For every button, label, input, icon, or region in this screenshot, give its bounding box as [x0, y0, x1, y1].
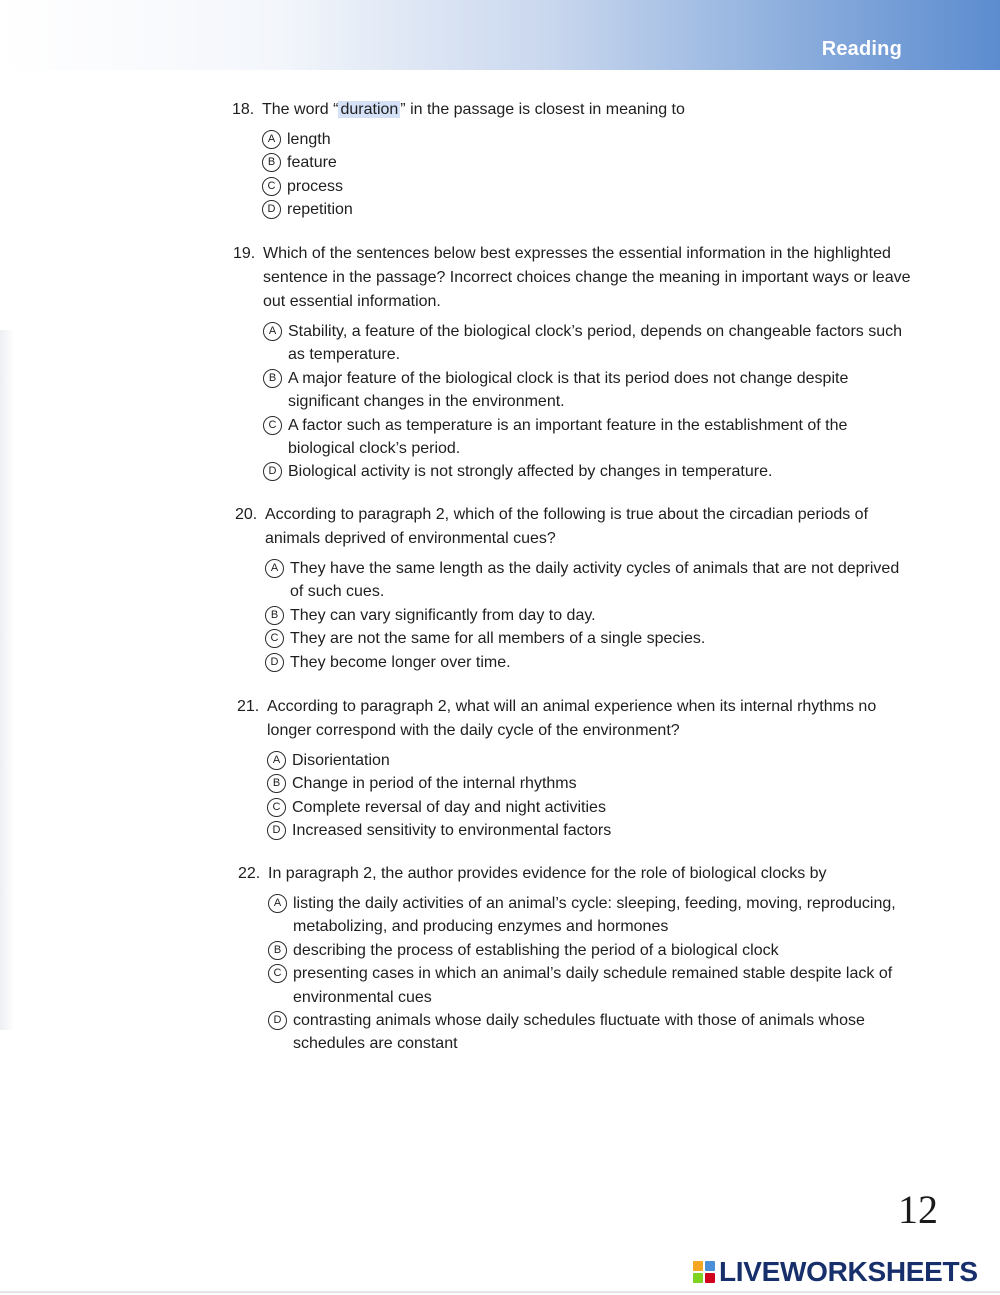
option-d[interactable]: D repetition [262, 198, 922, 221]
question-number: 21. [237, 698, 260, 715]
answer-options [265, 557, 915, 674]
option-letter-circle[interactable]: C [268, 964, 287, 983]
question-text: Which of the sentences below best expresses the essential information in the highlighted sentence in the passage? Incorrect choices change the meaning in important ways or leave out essential information. [263, 245, 911, 310]
question-20 [235, 503, 915, 674]
option-letter-circle[interactable]: C [265, 629, 284, 648]
option-c[interactable]: C presenting cases in which an animal’s daily schedule remained stable despite lack of environmental cues [268, 962, 898, 1009]
option-a[interactable]: A They have the same length as the daily activity cycles of animals that are not deprived of such cues. [265, 557, 915, 604]
question-19 [233, 242, 918, 484]
question-18 [232, 98, 922, 222]
page-number: 12 [898, 1187, 938, 1232]
option-letter-circle[interactable]: B [268, 941, 287, 960]
question-number: 18. [232, 101, 255, 118]
option-b[interactable]: B describing the process of establishing the period of a biological clock [268, 939, 898, 962]
option-a[interactable]: A Disorientation [267, 749, 917, 772]
answer-options [262, 128, 922, 222]
page-edge-shadow [0, 330, 14, 1030]
option-a[interactable]: A Stability, a feature of the biological clock’s period, depends on changeable factors such as temperature. [263, 320, 918, 367]
logo-square-1 [693, 1261, 703, 1271]
option-letter-circle[interactable]: D [263, 462, 282, 481]
option-b[interactable]: B feature [262, 151, 922, 174]
option-letter-circle[interactable]: D [265, 653, 284, 672]
option-letter-circle[interactable]: A [267, 751, 286, 770]
answer-options [267, 749, 917, 843]
option-letter-circle[interactable]: D [268, 1011, 287, 1030]
option-letter-circle[interactable]: B [265, 606, 284, 625]
option-b[interactable]: B Change in period of the internal rhythms [267, 772, 917, 795]
section-title: Reading [821, 38, 902, 60]
liveworksheets-logo [693, 1256, 978, 1288]
option-letter-circle[interactable]: B [262, 153, 281, 172]
logo-square-3 [693, 1273, 703, 1283]
option-d[interactable]: D They become longer over time. [265, 651, 915, 674]
option-letter-circle[interactable]: D [267, 821, 286, 840]
question-text: In paragraph 2, the author provides evidence for the role of biological clocks by [268, 865, 827, 882]
option-letter-circle[interactable]: A [263, 322, 282, 341]
question-21 [237, 695, 917, 843]
question-22 [238, 862, 898, 1056]
question-number: 22. [238, 865, 261, 882]
option-d[interactable]: D Increased sensitivity to environmental factors [267, 819, 917, 842]
question-text: According to paragraph 2, which of the following is true about the circadian periods of animals deprived of environmental cues? [265, 506, 869, 547]
question-number: 19. [233, 245, 256, 262]
option-letter-circle[interactable]: D [262, 200, 281, 219]
option-d[interactable]: D contrasting animals whose daily schedules fluctuate with those of animals whose schedules are constant [268, 1009, 898, 1056]
bottom-divider [0, 1291, 1000, 1293]
option-c[interactable]: C Complete reversal of day and night activities [267, 796, 917, 819]
option-c[interactable]: C A factor such as temperature is an important feature in the establishment of the biological clock’s period. [263, 414, 918, 461]
answer-options [268, 892, 898, 1056]
option-a[interactable]: A listing the daily activities of an animal’s cycle: sleeping, feeding, moving, reproducing, metabolizing, and producing enzymes and hormones [268, 892, 898, 939]
option-letter-circle[interactable]: A [262, 130, 281, 149]
option-letter-circle[interactable]: A [268, 894, 287, 913]
option-c[interactable]: C They are not the same for all members of a single species. [265, 627, 915, 650]
option-letter-circle[interactable]: C [267, 798, 286, 817]
option-letter-circle[interactable]: B [267, 774, 286, 793]
option-letter-circle[interactable]: C [262, 177, 281, 196]
option-letter-circle[interactable]: A [265, 559, 284, 578]
question-number: 20. [235, 506, 258, 523]
question-text: According to paragraph 2, what will an animal experience when its internal rhythms no longer correspond with the daily cycle of the environment? [267, 698, 877, 739]
brand-wordmark: LIVEWORKSHEETS [719, 1256, 978, 1287]
option-letter-circle[interactable]: C [263, 416, 282, 435]
logo-square-2 [705, 1261, 715, 1271]
option-d[interactable]: D Biological activity is not strongly affected by changes in temperature. [263, 460, 918, 483]
option-b[interactable]: B They can vary significantly from day to day. [265, 604, 915, 627]
answer-options [263, 320, 918, 484]
option-letter-circle[interactable]: B [263, 369, 282, 388]
option-a[interactable]: A length [262, 128, 922, 151]
header-band [0, 0, 1000, 70]
logo-square-4 [705, 1273, 715, 1283]
logo-grid-icon [693, 1261, 715, 1283]
option-b[interactable]: B A major feature of the biological clock is that its period does not change despite significant changes in the environment. [263, 367, 918, 414]
question-text: The word “ duration ” in the passage is closest in meaning to [262, 101, 685, 118]
option-c[interactable]: C process [262, 175, 922, 198]
highlighted-word: duration [340, 101, 399, 118]
